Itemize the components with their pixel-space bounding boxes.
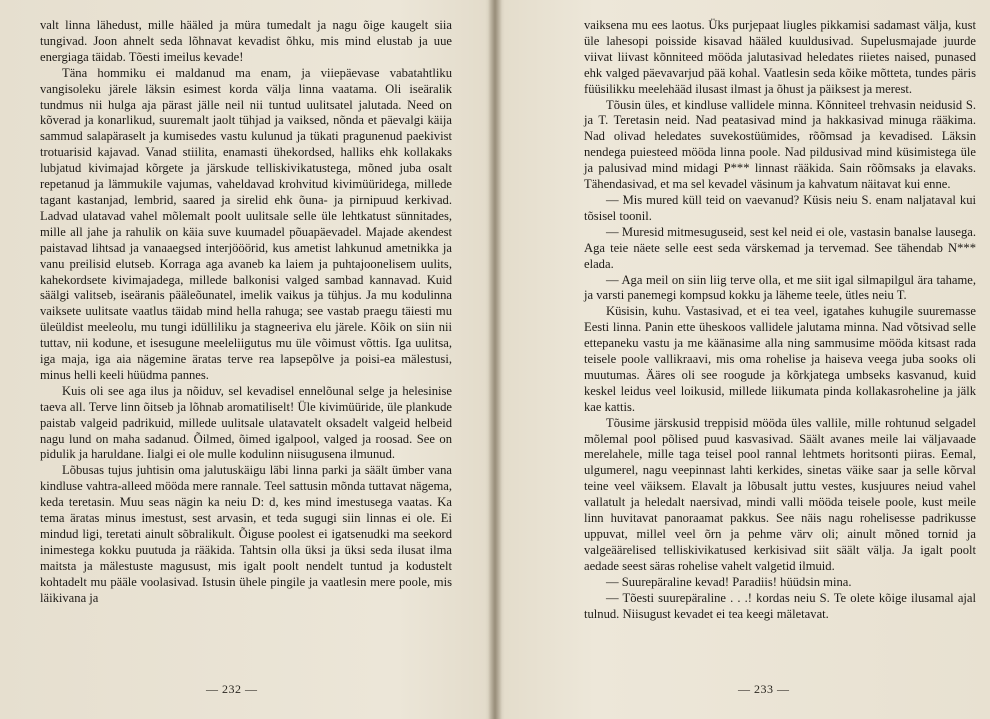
left-paragraph-4: Lõbusas tujus juhtisin oma jalutuskäigu läbi linna parki ja säält ümber vana kindluse vahtra-alleed mööda mere rannale. Teel sattusin mõnda tuttavat nägema, keda teretasin. Muu seas nägin ka neiu D: d, kes mind imestusega vaatas. Ka tema äratas minus imestust, sest arvasin, et teda sugugi siin linnas ei ole. Ei mindud ligi, teretati ainult sõbralikult. Õiguse poolest ei igatsenudki ma seekord inimestega kokku puutuda ja rääkida. Tahtsin olla üksi ja üksi seda ilusat ilma maitsta ja mälestuste magusust, mis igalt poolt nendelt tuntud ja kodustelt kohtadelt mu pääle voolasivad. Istusin ühele pingile ja vaatlesin mere poole, mis läikivana ja	[40, 463, 452, 605]
right-paragraph-8: — Suurepäraline kevad! Paradiis! hüüdsin mina.	[606, 574, 852, 589]
right-paragraph-2: Tõusin üles, et kindluse vallidele minna. Kõnniteel trehvasin neidusid S. ja T. Teretasin neid. Nad peatasivad mind ja hakkasivad minuga rääkima. Nad olivad heledates suvekostüümides, rõõmsad ja kevadised. Läksin nendega puiesteed mööda linna poole. Nad pildusivad mind küsimistega üle ja palusivad mind midagi P*** linnast rääkida. Sain rõõmsaks ja elavaks. Tähendasivad, et ma sel kevadel väsinum ja kahvatum näitavat kui enne.	[584, 97, 976, 192]
left-paragraph-1: valt linna lähedust, mille hääled ja müra tumedalt ja nagu õige kaugelt siia tungivad. Joon ahnelt seda lõhnavat kevadist õhku, mis mind elustab ja uue energiaga täidab. Tõesti imeilus kevade!	[40, 18, 452, 64]
right-paragraph-5: — Aga meil on siin liig terve olla, et me siit igal silmapilgul ära tahame, ja varsti panemegi kompsud kokku ja läheme teele, ütles neiu T.	[584, 272, 976, 303]
right-paragraph-1: vaiksena mu ees laotus. Üks purjepaat liugles pikkamisi sadamast välja, kust üle lahesopi poisside kisavad hääled kuuldusivad. Supelusmajade juurde viivat liivast kõnniteed mööda jalutasivad heledates riietes naised, punased ehk valged päevavarjud pää kohal. Vaatlesin seda kõike mõtteta, tundes päris füüsilikku meelehääd ilusast ilmast ja õhust ja päiksest ja merest.	[584, 18, 976, 96]
left-page-number: — 232 —	[206, 682, 258, 696]
right-paragraph-6: Küsisin, kuhu. Vastasivad, et ei tea veel, igatahes kuhugile suuremasse Eesti linna. Panin ette üheskoos vallidele jalutama minna. Nad võtsivad selle ettepaneku vastu ja me käänasime alla ning sammusime mööda kitsast rada teisele poole vallikraavi, mis oma rohelise ja haiseva veega juba sooks oli muutumas. Ääres oli see roogude ja kõrkjatega umbseks kasvanud, kuid keskel leidus veel loikusid, millede liikumata pinda kollakasroheline ja jälk kae kattis.	[584, 304, 976, 414]
right-paragraph-3: — Mis mured küll teid on vaevanud? Küsis neiu S. enam naljataval kui tõsisel toonil.	[584, 192, 976, 223]
right-page	[584, 18, 976, 622]
right-page-number: — 233 —	[738, 682, 790, 696]
left-paragraph-2: Täna hommiku ei maldanud ma enam, ja viiepäevase vabatahtliku vangisoleku järele läksin esimest korda välja linna vaatama. Oli iseäralik tundmus nii hulga aja pärast jälle neil nii tuntud uulitsatel jalutada. Need on kõverad ja konarlikud, suuremalt jaolt tühjad ja vaiksed, nõnda et päevalgi käija sammud salapäraselt ja kumisedes vastu kulunud ja tükati pragunenud paekivist trotuarisid kajavad. Vanad stiilita, enamasti ühekordsed, halliks ehk kollakaks lubjatud kivimajad kõrgete ja järskude telliskivikatustega, mõned juba osalt repetanud ja lämmukile vajumas, vaheldavad krohvitud kivimüüridega, millede tagant kastanjad, lembrid, saared ja sirelid ehk õuna- ja pirnipuud kerkivad. Ladvad ulatavad vahel mõlemalt poolt uulitsale selle üle lehtkatust sünnitades, mille all jahe ja rahulik on käia suve kuumadel põuapäevadel. Majade akendest paistavad lihtsad ja vanaaegsed interjööörid, kus ametist lahkunud ametnikka ja vanu preilisid elutseb. Korraga aga avaneb ka laiem ja puhtajoonelisem uulits, kahekordsete kivimajadega, millede balkonisi valged sambad kannavad. Kuid säälgi valitseb, iseäranis pääleõunatel, imelik vaikus ja tühjus. Ja mu kodulinna vaiksete uulitsate vaatlus täidab mind hella rahuga; see vastab praegu täiesti mu üleüldist meeleolu, mu tungi idülliliku ja stagneeriva elu järele. Kõik on siin nii tuttav, nii kodune, et isesugune meeleliigutus mu üle võimust võttis. Iga uulitsa, iga maja, iga aia nägemine äratas terve rea lapsepõlve ja poisi-ea mälestusi, minus helli keeli hüüdma pannes.	[40, 65, 452, 382]
book-gutter	[488, 0, 502, 719]
left-page	[40, 18, 452, 607]
right-paragraph-4: — Muresid mitmesuguseid, sest kel neid ei ole, vastasin banalse lausega. Aga teie näete selle eest seda värskemad ja tervemad. See tähendab N*** elada.	[584, 224, 976, 271]
left-paragraph-3: Kuis oli see aga ilus ja nõiduv, sel kevadisel ennelõunal selge ja helesinise taeva all. Terve linn õitseb ja lõhnab aromatiliselt! Üle kivimüüride, üle plankude paistab valgeid padrikuid, millede uulitsale ulatavatelt oksadelt valgeid helbeid nagu lund on maha sadanud. Õilmed, õimed igalpool, valged ja roosad. See on pidulik ja haruldane. Iialgi ei ole mulle kodulinn niisugusena ilmunud.	[40, 383, 452, 462]
right-paragraph-7: Tõusime järskusid treppisid mööda üles vallile, mille rohtunud selgadel mõlemal pool põlised puud kasvasivad. Säält avanes meile lai väljavaade merelahele, mille taga teisel pool rannal lehtmets horitsonti piiras. Eemal, ulgumerel, nagu veepinnast lahti kerkides, sinetas väike saar ja selle kõrval teine veel väiksem. Elavalt ja lõbusalt juttu vestes, kusjuures neiud vahel vallatult ja heledalt naersivad, mindi valli mööda teisele poole, kust meile linn huvitavat panoraamat pakkus. See näis nagu rohelisesse padrikusse uppuvat, millel veel õrn ja pehme värv oli; ainult mõned tornid ja valgeäärelised telliskivikatused kerkisivad siit säält välja. Ja igalt poolt aedade seest säras rohelise vahelt valgetid ilmuid.	[584, 415, 976, 573]
right-paragraph-9: — Tõesti suurepäraline . . .! kordas neiu S. Te olete kõige ilusamal ajal tulnud. Niisugust kevadet ei tea keegi mäletavat.	[584, 590, 976, 621]
